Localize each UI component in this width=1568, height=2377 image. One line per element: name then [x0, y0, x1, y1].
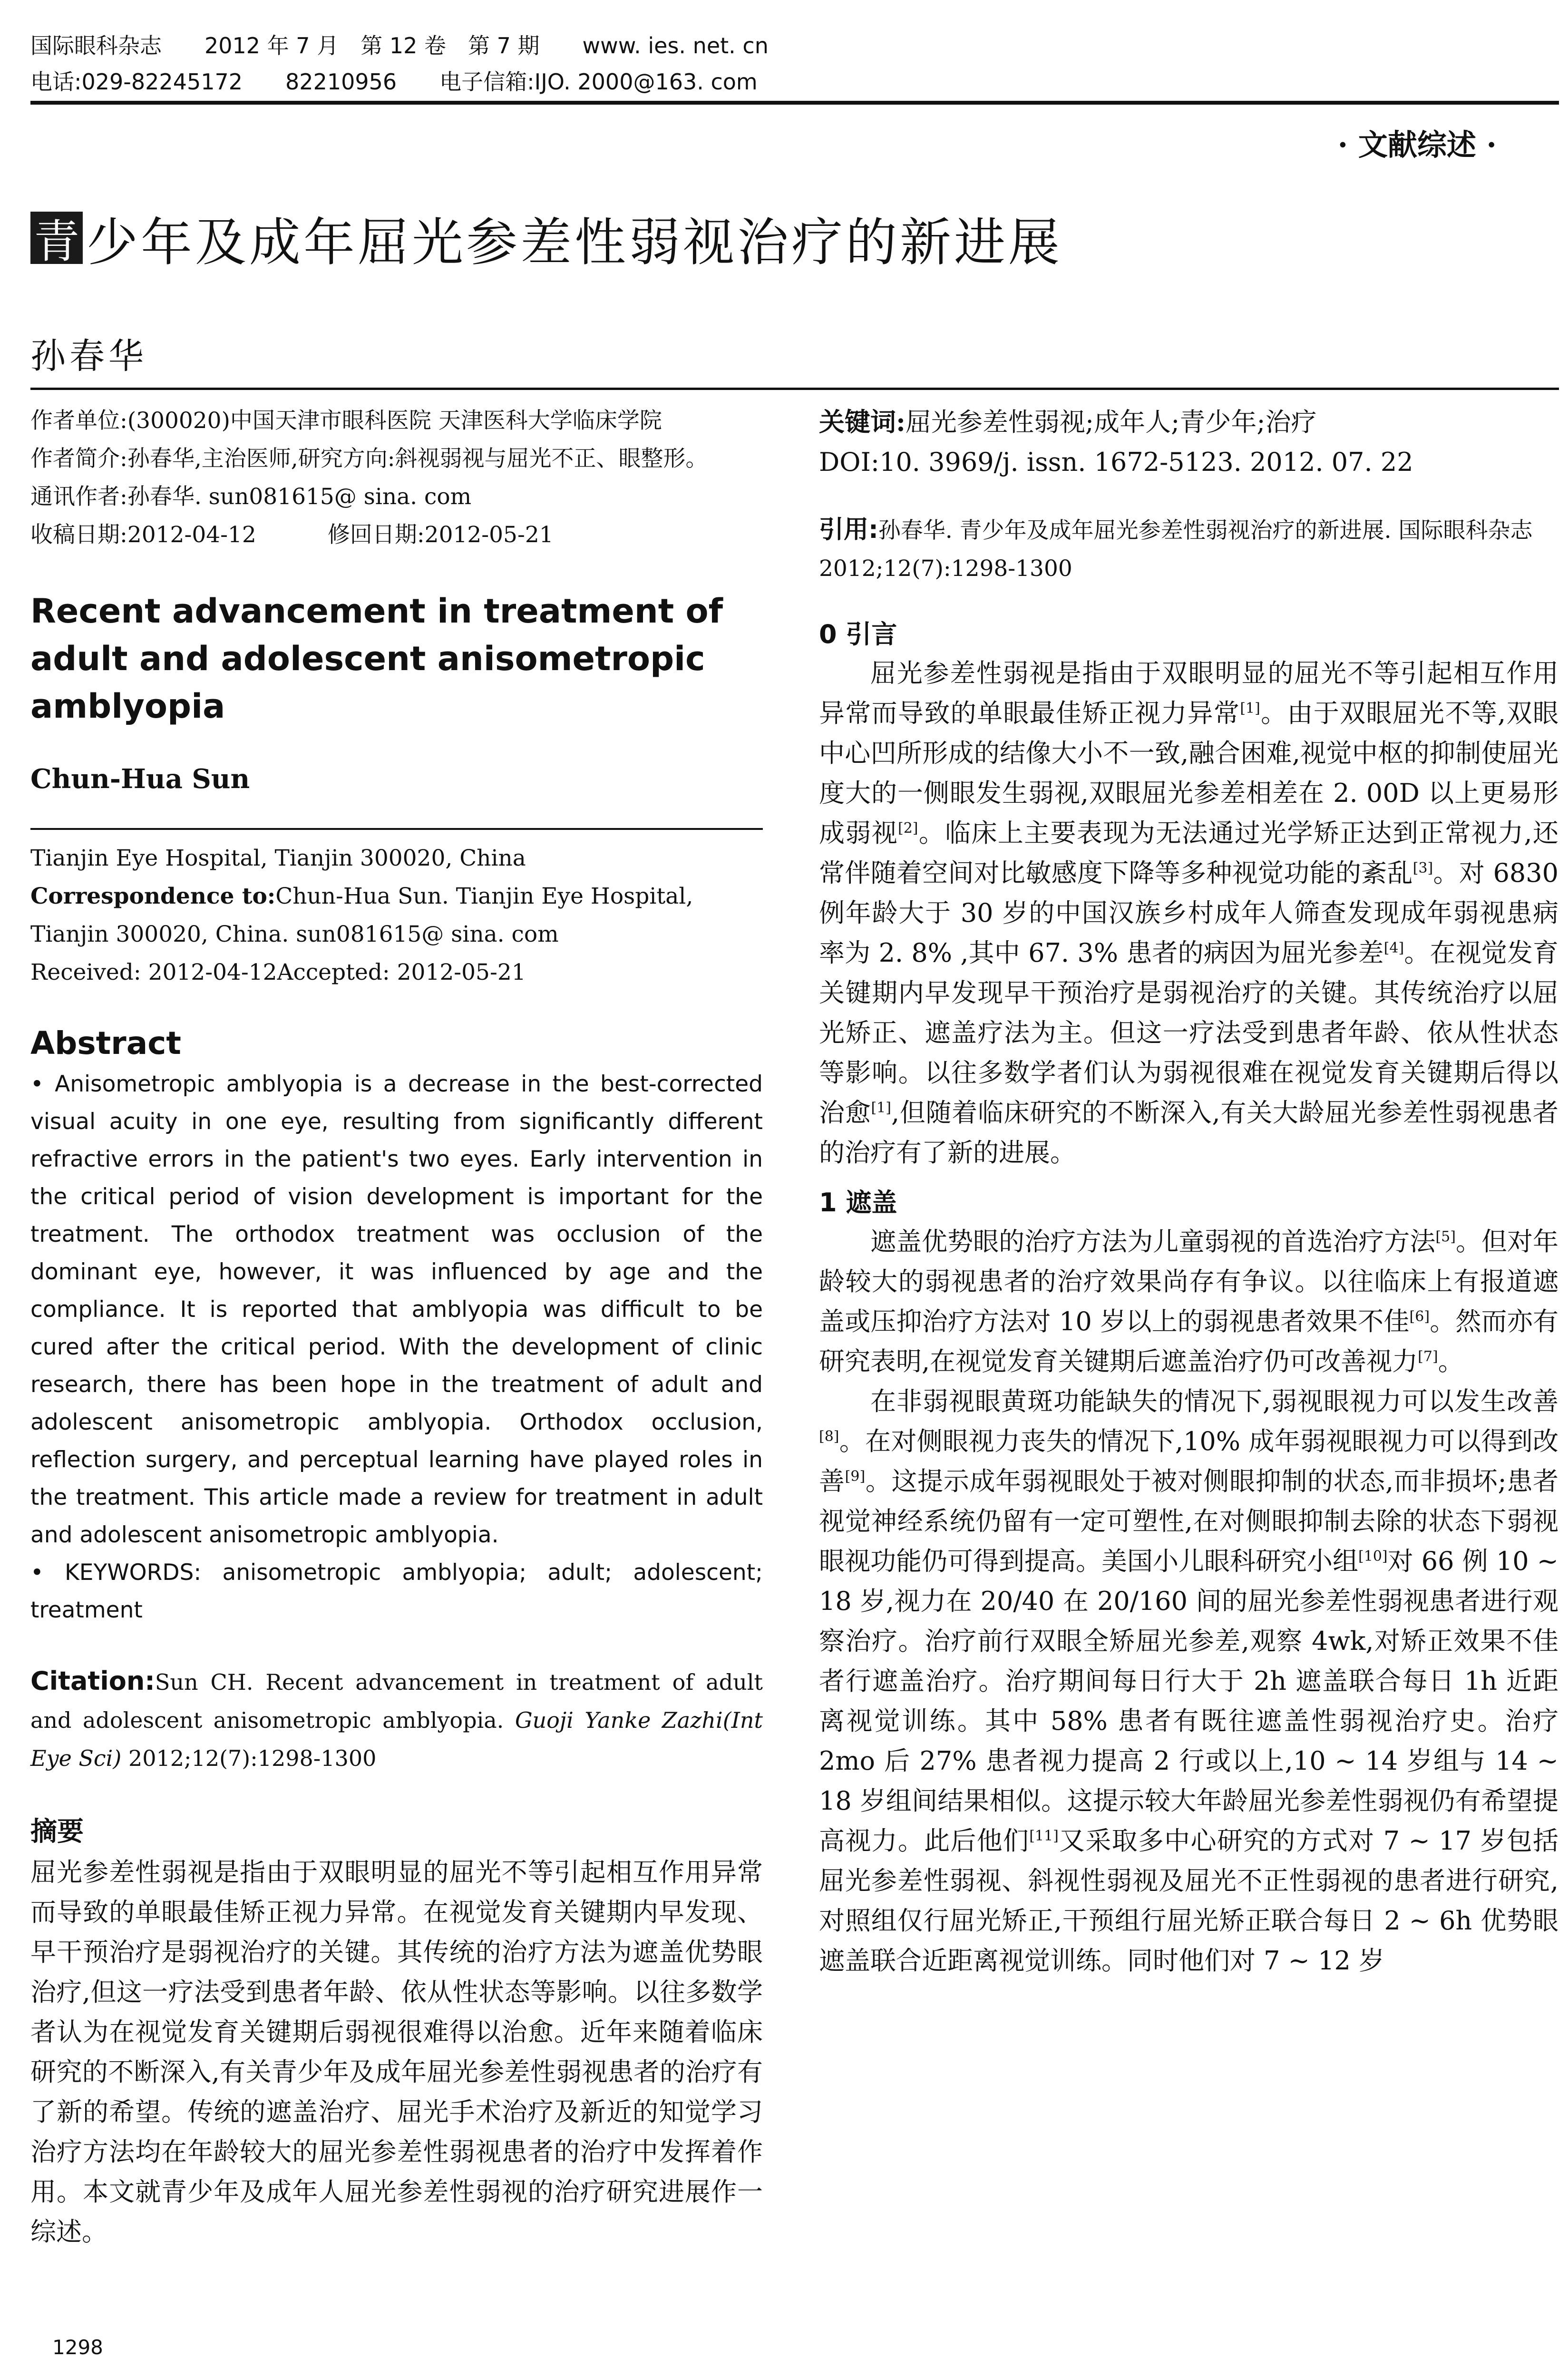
english-author-rule	[30, 828, 763, 830]
text-run: 。对 6830 例年龄大于 30 岁的中国汉族乡村成年人筛查发现成年弱视患病率为 2. 8% ,其中 67. 3% 患者的病因为屈光参差	[819, 858, 1558, 968]
abstract-heading: Abstract	[30, 1025, 181, 1062]
text-run: 。但对年龄较大的弱视患者的治疗效果尚存有争议。以往临床上有报道遮盖或压抑治疗方法对 10 岁以上的弱视患者效果不佳	[819, 1227, 1558, 1336]
correspondence-text: Chun-Hua Sun. Tianjin Eye Hospital, Tianjin 300020, China. sun081615@ sina. com	[30, 883, 693, 947]
revised-date: 修回日期:2012-05-21	[327, 522, 554, 548]
citation-ref: [9]	[845, 1468, 866, 1485]
journal-header-line2	[30, 64, 811, 100]
author-info	[30, 402, 763, 554]
journal-header	[30, 28, 811, 100]
article-title	[30, 209, 1063, 273]
section-heading-occlusion: 1 遮盖	[819, 1188, 897, 1218]
abstract-keywords: • KEYWORDS: anisometropic amblyopia; adult; adolescent; treatment	[30, 1559, 763, 1623]
accepted-en: Accepted: 2012-05-21	[277, 959, 526, 985]
corresponding-author: 通讯作者:孙春华. sun081615@ sina. com	[30, 484, 472, 510]
text-run: 遮盖优势眼的治疗方法为儿童弱视的首选治疗方法	[870, 1227, 1436, 1257]
citation-ref: [10]	[1358, 1548, 1388, 1565]
received-date: 收稿日期:2012-04-12	[30, 522, 256, 548]
occlusion-paragraph-2	[819, 1382, 1558, 1981]
citation-ref: [3]	[1412, 860, 1433, 877]
journal-website: www. ies. net. cn	[582, 33, 769, 58]
author-name-cn: 孙春华	[30, 336, 147, 377]
affiliation-line: Tianjin Eye Hospital, Tianjin 300020, China	[30, 845, 526, 871]
citation-label: Citation:	[30, 1666, 155, 1696]
author-intro: 作者简介:孙春华,主治医师,研究方向:斜视弱视与屈光不正、眼整形。	[30, 446, 708, 472]
title-text: 少年及成年屈光参差性弱视治疗的新进展	[87, 213, 1063, 273]
journal-name: 国际眼科杂志	[30, 33, 162, 58]
text-run: 在非弱视眼黄斑功能缺失的情况下,弱视眼视力可以发生改善	[870, 1386, 1558, 1416]
keywords-label: 关键词:	[819, 407, 906, 437]
section-label: · 文献综述 ·	[1337, 127, 1497, 162]
chinese-abstract-heading: 摘要	[30, 1816, 84, 1847]
journal-phone: 电话:029-82245172	[30, 69, 243, 95]
keywords-text: 屈光参差性弱视;成年人;青少年;治疗	[905, 407, 1317, 437]
intro-paragraph	[819, 653, 1558, 1173]
citation-ref: [4]	[1383, 940, 1404, 956]
dates-line	[30, 516, 763, 554]
text-run: 。然而亦有研究表明,在视觉发育关键期后遮盖治疗仍可改善视力	[819, 1306, 1559, 1376]
doi-line: DOI:10. 3969/j. issn. 1672-5123. 2012. 07. 22	[819, 447, 1413, 477]
section-heading-intro: 0 引言	[819, 619, 897, 649]
text-run: 。由于双眼屈光不等,双眼中心凹所形成的结像大小不一致,融合困难,视觉中枢的抑制使屈光度大的一侧眼发生弱视,双眼屈光参差相差在 2. 00D 以上更易形成弱视	[819, 698, 1559, 848]
title-rule	[30, 388, 1559, 390]
journal-phone2: 82210956	[285, 69, 397, 95]
author-unit: 作者单位:(300020)中国天津市眼科医院 天津医科大学临床学院	[30, 408, 662, 434]
text-run: ,但随着临床研究的不断深入,有关大龄屈光参差性弱视患者的治疗有了新的进展。	[819, 1098, 1559, 1168]
citation-ref: [6]	[1409, 1308, 1430, 1325]
citation-ref: [1]	[871, 1100, 891, 1116]
text-run: 。临床上主要表现为无法通过光学矫正达到正常视力,还常伴随着空间对比敏感度下降等多种视觉功能的紊乱	[819, 818, 1558, 888]
correspondence-line	[30, 877, 763, 954]
text-run: 又采取多中心研究的方式对 7 ~ 17 岁包括屈光参差性弱视、斜视性弱视及屈光不正性弱视的患者进行研究,对照组仅行屈光矫正,干预组行屈光矫正联合每日 2 ~ 6h 优势眼遮盖联合近距离视觉训练。同时他们对 7 ~ 12 岁	[819, 1826, 1558, 1976]
citation-ref: [7]	[1418, 1348, 1438, 1365]
text-run: 屈光参差性弱视是指由于双眼明显的屈光不等引起相互作用异常而导致的单眼最佳矫正视力异常	[819, 658, 1558, 728]
reference-label: 引用:	[819, 516, 878, 544]
journal-header-line1	[30, 28, 811, 64]
title-first-char: 青	[30, 212, 83, 264]
citation-ref: [2]	[898, 820, 918, 837]
occlusion-paragraph-1	[819, 1222, 1558, 1382]
header-rule	[30, 101, 1559, 105]
text-run: 。在视觉发育关键期内早发现早干预治疗是弱视治疗的关键。其传统治疗以屈光矫正、遮盖疗法为主。但这一疗法受到患者年龄、依从性状态等影响。以往多数学者们认为弱视很难在视觉发育关键期后得以治愈	[819, 938, 1559, 1128]
keywords-line	[819, 402, 1558, 442]
affiliation-block	[30, 839, 763, 992]
en-dates-line	[30, 954, 763, 992]
english-title: Recent advancement in treatment of adult and adolescent anisometropic amblyopia	[30, 592, 723, 726]
english-author: Chun-Hua Sun	[30, 763, 250, 795]
page-number: 1298	[52, 2336, 103, 2359]
citation-ref: [1]	[1240, 700, 1260, 717]
journal-issue: 2012 年 7 月 第 12 卷 第 7 期	[205, 33, 540, 58]
citation	[30, 1662, 763, 1777]
citation-ref: [8]	[819, 1428, 839, 1445]
text-run: 。这提示成年弱视眼处于被对侧眼抑制的状态,而非损坏;患者视觉神经系统仍留有一定可塑性,在对侧眼抑制去除的状态下弱视眼视功能仍可得到提高。美国小儿眼科研究小组	[819, 1466, 1559, 1576]
journal-email: 电子信箱:IJO. 2000@163. com	[439, 69, 758, 95]
citation-text: Sun CH. Recent advancement in treatment of adult and adolescent anisometropic amblyopia.	[30, 1669, 763, 1733]
reference-text: 孙春华. 青少年及成年屈光参差性弱视治疗的新进展. 国际眼科杂志 2012;12(7):1298-1300	[819, 517, 1533, 582]
left-column	[30, 402, 763, 2252]
reference-line	[819, 511, 1558, 588]
right-column	[819, 402, 1558, 1981]
text-run: 。	[1438, 1346, 1464, 1376]
citation-ref: [11]	[1029, 1828, 1059, 1844]
text-run: 。在对侧眼视力丧失的情况下,10% 成年弱视眼视力可以得到改善	[819, 1426, 1558, 1496]
citation-volume: 2012;12(7):1298-1300	[121, 1745, 377, 1771]
correspondence-label: Correspondence to:	[30, 883, 276, 909]
citation-ref: [5]	[1435, 1228, 1456, 1245]
chinese-abstract-body: 屈光参差性弱视是指由于双眼明显的屈光不等引起相互作用异常而导致的单眼最佳矫正视力异常。在视觉发育关键期内早发现、早干预治疗是弱视治疗的关键。其传统的治疗方法为遮盖优势眼治疗,但这一疗法受到患者年龄、依从性状态等影响。以往多数学者认为在视觉发育关键期后弱视很难得以治愈。近年来随着临床研究的不断深入,有关青少年及成年屈光参差性弱视患者的治疗有了新的希望。传统的遮盖治疗、屈光手术治疗及新近的知觉学习治疗方法均在年龄较大的屈光参差性弱视患者的治疗中发挥着作用。本文就青少年及成年人屈光参差性弱视的治疗研究进展作一综述。	[30, 1857, 763, 2247]
abstract-body: • Anisometropic amblyopia is a decrease in the best-corrected visual acuity in one eye, resulting from significantly different refractive errors in the patient's two eyes. Early intervention in the critical period of vision development is important for the treatment. The orthodox treatment was occlusion of the dominant eye, however, it was influenced by age and the compliance. It is reported that amblyopia was difficult to be cured after the critical period. With the development of clinic research, there has been hope in the treatment of adult and adolescent anisometropic amblyopia. Orthodox occlusion, reflection surgery, and perceptual learning have played roles in the treatment. This article made a review for treatment in adult and adolescent anisometropic amblyopia.	[30, 1071, 763, 1548]
received-en: Received: 2012-04-12	[30, 959, 277, 985]
text-run: 对 66 例 10 ~ 18 岁,视力在 20/40 在 20/160 间的屈光参差性弱视患者进行观察治疗。治疗前行双眼全矫屈光参差,观察 4wk,对矫正效果不佳者行遮盖治疗。治疗期间每日行大于 2h 遮盖联合每日 1h 近距离视觉训练。其中 58% 患者有既往遮盖性弱视治疗史。治疗 2mo 后 27% 患者视力提高 2 行或以上,10 ~ 14 岁组与 14 ~ 18 岁组间结果相似。这提示较大年龄屈光参差性弱视仍有希望提高视力。此后他们	[819, 1546, 1558, 1856]
citation-journal: Guoji Yanke Zazhi(Int Eye Sci)	[30, 1707, 763, 1771]
